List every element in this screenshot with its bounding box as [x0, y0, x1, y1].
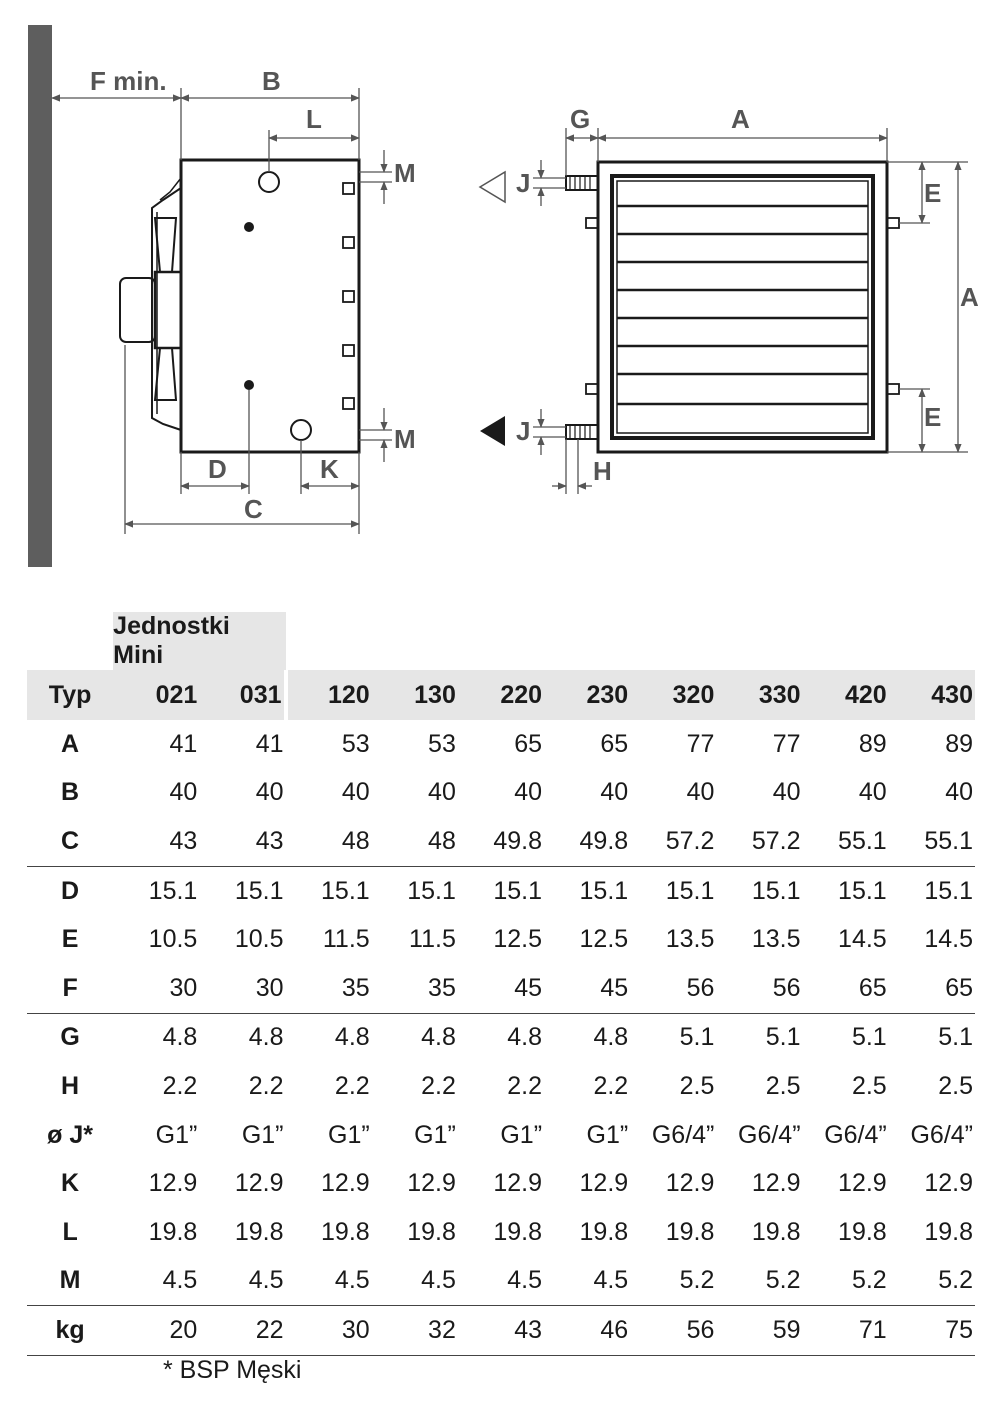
table-cell: 12.9: [924, 1169, 973, 1198]
table-cell: 41: [255, 729, 284, 758]
table-cell: 77: [772, 729, 801, 758]
table-cell: 10.5: [148, 925, 198, 954]
label-e-top: E: [924, 178, 942, 208]
table-cell: G6/4”: [738, 1120, 801, 1149]
table-cell: G1”: [328, 1120, 370, 1149]
table-cell: 71: [803, 1306, 889, 1356]
table-cell: 4.5: [248, 1266, 284, 1295]
table-cell: 2.5: [679, 1071, 715, 1100]
table-cell: 19.8: [407, 1217, 456, 1246]
table-cell: 4.8: [113, 1013, 199, 1062]
table-cell: 41: [169, 729, 198, 758]
table-cell: 15.1: [716, 866, 802, 915]
row-label: H: [61, 1071, 80, 1100]
table-cell: 32: [372, 1306, 458, 1356]
row-label: ø J*: [47, 1120, 94, 1149]
row-label: B: [61, 778, 80, 807]
table-row: [27, 1111, 975, 1160]
table-cell: 35: [428, 973, 456, 1002]
table-cell: 4.5: [162, 1266, 198, 1295]
table-cell: 4.5: [593, 1266, 629, 1295]
column-header: 430: [889, 670, 975, 720]
table-cell: 4.5: [421, 1266, 456, 1295]
table-cell: G1”: [500, 1120, 543, 1149]
table-cell: 5.2: [938, 1266, 973, 1295]
table-cell: 40: [858, 778, 887, 807]
table-cell: 11.5: [409, 925, 456, 954]
inlet-arrow-icon: [480, 172, 505, 202]
row-label: F: [62, 973, 78, 1002]
table-cell: 12.9: [493, 1169, 543, 1198]
table-cell: 30: [255, 973, 284, 1002]
table-cell: 5.1: [716, 1013, 802, 1062]
table-cell: 12.9: [838, 1169, 887, 1198]
table-row: [27, 1062, 975, 1111]
table-cell: 65: [600, 729, 629, 758]
table-cell: 4.8: [544, 1013, 630, 1062]
table-cell: 57.2: [665, 826, 715, 855]
row-label: M: [59, 1266, 81, 1295]
column-header: 320: [630, 670, 716, 720]
table-cell: 2.2: [162, 1071, 198, 1100]
column-header: 230: [544, 670, 630, 720]
column-header: 420: [803, 670, 889, 720]
table-cell: 20: [113, 1306, 199, 1356]
table-cell: 59: [716, 1306, 802, 1356]
table-row: [27, 1013, 975, 1062]
table-cell: 49.8: [579, 826, 629, 855]
table-cell: 2.5: [938, 1071, 973, 1100]
table-cell: 10.5: [234, 925, 284, 954]
table-row: [27, 866, 975, 915]
row-label: D: [27, 866, 113, 915]
table-cell: 22: [199, 1306, 285, 1356]
row-label: E: [61, 925, 79, 954]
label-j-bottom: J: [516, 416, 531, 446]
table-cell: 45: [514, 973, 543, 1002]
table-cell: 19.8: [493, 1217, 543, 1246]
column-header: 130: [372, 670, 458, 720]
label-b: B: [262, 66, 281, 96]
type-header: Typ: [27, 670, 113, 720]
table-cell: 5.1: [889, 1013, 975, 1062]
table-cell: 2.2: [593, 1071, 629, 1100]
table-cell: 15.1: [372, 866, 458, 915]
table-cell: 12.5: [579, 925, 629, 954]
table-cell: 40: [341, 778, 370, 807]
table-cell: 5.1: [803, 1013, 889, 1062]
row-label: C: [61, 826, 80, 855]
label-l: L: [306, 104, 322, 134]
table-header-row: [27, 670, 975, 720]
wall: [28, 25, 52, 567]
table-cell: 12.9: [321, 1169, 370, 1198]
table-cell: 15.1: [458, 866, 544, 915]
table-cell: G6/4”: [910, 1120, 973, 1149]
table-cell: G1”: [414, 1120, 456, 1149]
footnote: * BSP Męski: [163, 1356, 302, 1384]
table-row: [27, 720, 975, 769]
table-cell: 43: [458, 1306, 544, 1356]
row-label: G: [27, 1013, 113, 1062]
table-cell: 43: [255, 826, 284, 855]
label-h: H: [593, 456, 612, 486]
table-cell: 40: [600, 778, 629, 807]
table-cell: 40: [169, 778, 198, 807]
table-cell: 19.8: [579, 1217, 629, 1246]
label-k: K: [320, 454, 339, 484]
dimensions-table: [27, 612, 975, 1356]
table-cell: 12.9: [407, 1169, 456, 1198]
table-cell: 14.5: [924, 925, 973, 954]
table-cell: 75: [889, 1306, 975, 1356]
table-cell: 13.5: [665, 925, 715, 954]
table-cell: 40: [772, 778, 801, 807]
table-cell: 43: [169, 826, 198, 855]
label-a-top: A: [731, 104, 750, 134]
row-label: kg: [27, 1306, 113, 1356]
table-cell: 40: [686, 778, 715, 807]
table-cell: 15.1: [803, 866, 889, 915]
table-cell: 2.2: [334, 1071, 370, 1100]
table-cell: 30: [169, 973, 198, 1002]
table-cell: 49.8: [493, 826, 543, 855]
table-cell: 2.2: [421, 1071, 456, 1100]
table-cell: 40: [514, 778, 543, 807]
table-cell: 89: [858, 729, 887, 758]
table-cell: 56: [686, 973, 715, 1002]
table-cell: 30: [286, 1306, 372, 1356]
table-cell: 40: [428, 778, 456, 807]
table-cell: 13.5: [751, 925, 801, 954]
table-cell: 4.5: [507, 1266, 543, 1295]
table-cell: 56: [772, 973, 801, 1002]
row-label: K: [61, 1169, 80, 1198]
table-cell: 40: [945, 778, 973, 807]
table-cell: 46: [544, 1306, 630, 1356]
label-j-top: J: [516, 168, 531, 198]
table-cell: 35: [341, 973, 370, 1002]
table-cell: 19.8: [321, 1217, 370, 1246]
table-row: [27, 1306, 975, 1356]
table-cell: 5.1: [630, 1013, 716, 1062]
table-cell: 48: [428, 826, 456, 855]
table-cell: 45: [600, 973, 629, 1002]
table-cell: 2.5: [851, 1071, 887, 1100]
table-cell: 19.8: [148, 1217, 198, 1246]
technical-drawing: [0, 0, 1000, 600]
column-header: 021: [113, 670, 199, 720]
table-cell: 2.5: [765, 1071, 801, 1100]
table-cell: 65: [945, 973, 973, 1002]
table-cell: G6/4”: [651, 1120, 715, 1149]
table-cell: 12.9: [148, 1169, 198, 1198]
table-cell: 15.1: [889, 866, 975, 915]
table-cell: G1”: [586, 1120, 629, 1149]
side-view: [120, 160, 359, 452]
table-cell: 4.8: [372, 1013, 458, 1062]
group-label-mini: Jednostki Mini: [113, 612, 285, 670]
table-row: [27, 1257, 975, 1306]
table-cell: 15.1: [286, 866, 372, 915]
table-cell: 65: [858, 973, 887, 1002]
table-row: [27, 915, 975, 964]
table-cell: 15.1: [630, 866, 716, 915]
table-cell: 5.2: [851, 1266, 887, 1295]
table-cell: G1”: [155, 1120, 198, 1149]
front-view: [566, 162, 899, 452]
table-cell: 56: [630, 1306, 716, 1356]
row-label: L: [62, 1217, 78, 1246]
table-row: [27, 964, 975, 1013]
table-cell: 2.2: [248, 1071, 284, 1100]
table-cell: 4.8: [286, 1013, 372, 1062]
table-cell: 19.8: [924, 1217, 973, 1246]
table-row: [27, 1159, 975, 1208]
column-header: 031: [199, 670, 285, 720]
column-header: 220: [458, 670, 544, 720]
table-cell: G1”: [241, 1120, 284, 1149]
table-cell: 5.2: [765, 1266, 801, 1295]
column-header: 120: [286, 670, 372, 720]
table-cell: 11.5: [322, 925, 370, 954]
label-m-bottom: M: [394, 424, 416, 454]
table-cell: 77: [686, 729, 715, 758]
row-label: A: [61, 729, 80, 758]
table-cell: 19.8: [665, 1217, 715, 1246]
table-cell: 12.9: [751, 1169, 801, 1198]
label-c: C: [244, 494, 263, 524]
table-cell: 4.8: [199, 1013, 285, 1062]
table-cell: 55.1: [924, 826, 973, 855]
table-cell: 15.1: [199, 866, 285, 915]
label-a-side: A: [960, 282, 979, 312]
table-cell: 55.1: [838, 826, 887, 855]
label-f-min: F min.: [90, 66, 167, 96]
table-group-header: [27, 612, 975, 670]
table-cell: 15.1: [544, 866, 630, 915]
table-row: [27, 1208, 975, 1257]
outlet-arrow-icon: [480, 416, 505, 446]
table-cell: 53: [341, 729, 370, 758]
table-cell: 5.2: [679, 1266, 715, 1295]
table-cell: 4.8: [458, 1013, 544, 1062]
table-cell: 57.2: [751, 826, 801, 855]
table-cell: 15.1: [113, 866, 199, 915]
table-row: [27, 817, 975, 866]
table-cell: 12.5: [493, 925, 543, 954]
table-cell: 14.5: [838, 925, 887, 954]
table-cell: 48: [341, 826, 370, 855]
table-cell: 12.9: [234, 1169, 284, 1198]
table-cell: G6/4”: [824, 1120, 887, 1149]
table-cell: 2.2: [507, 1071, 543, 1100]
table-cell: 19.8: [234, 1217, 284, 1246]
label-d: D: [208, 454, 227, 484]
column-header: 330: [716, 670, 802, 720]
label-g: G: [570, 104, 591, 134]
table-cell: 4.5: [334, 1266, 370, 1295]
label-e-bottom: E: [924, 402, 942, 432]
label-m-top: M: [394, 158, 416, 188]
table-cell: 89: [945, 729, 973, 758]
table-cell: 19.8: [751, 1217, 801, 1246]
table-cell: 12.9: [579, 1169, 629, 1198]
table-cell: 19.8: [838, 1217, 887, 1246]
table-cell: 53: [428, 729, 456, 758]
table-cell: 40: [255, 778, 284, 807]
table-cell: 12.9: [665, 1169, 715, 1198]
table-cell: 65: [514, 729, 543, 758]
table-row: [27, 769, 975, 818]
